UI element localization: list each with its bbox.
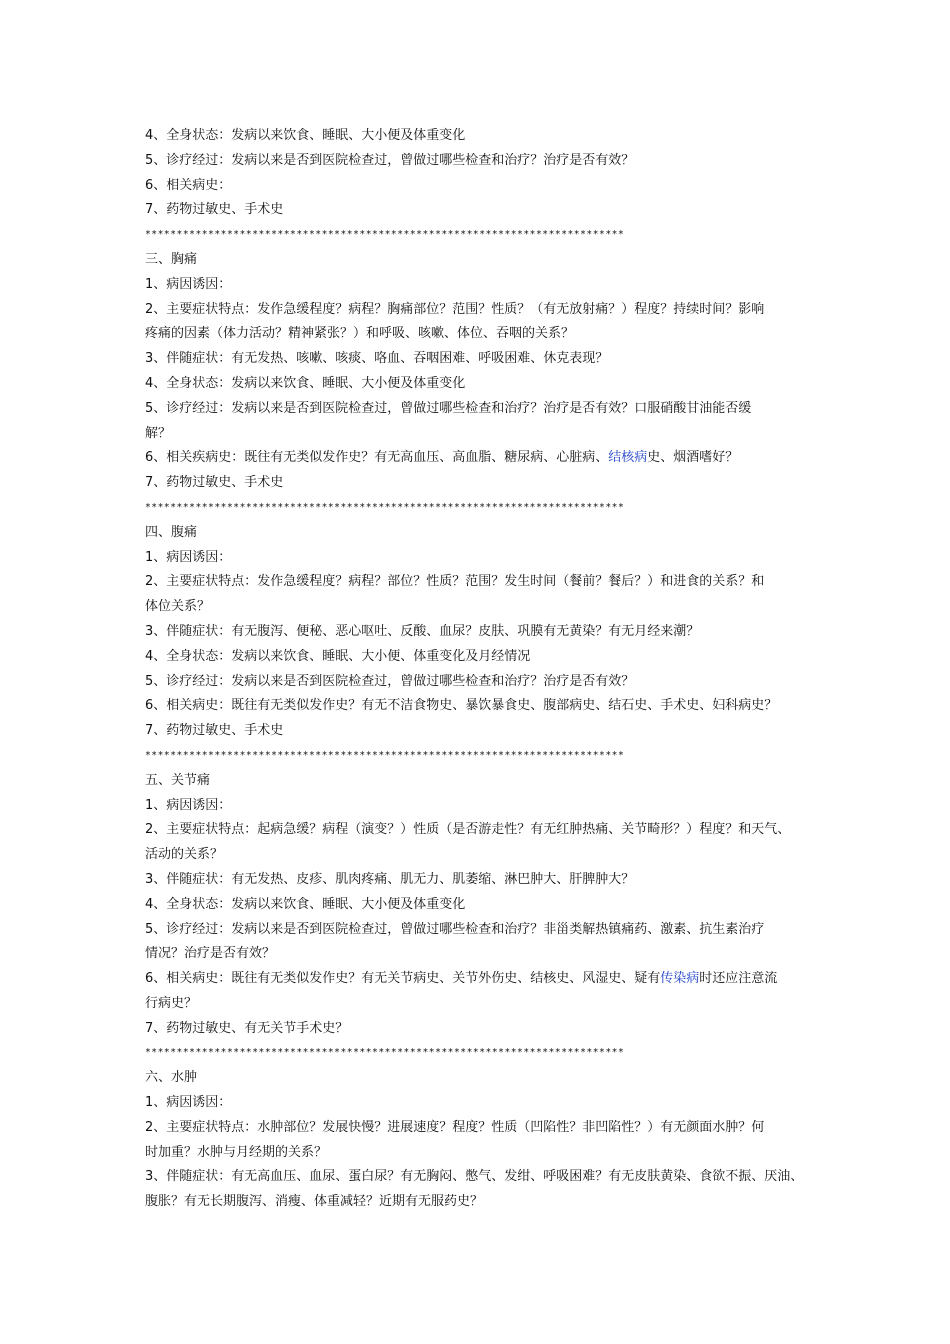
text-line: 7、药物过敏史、有无关节手术史？ [145, 1020, 349, 1036]
text-line: 5、诊疗经过：发病以来是否到医院检查过，曾做过哪些检查和治疗？非甾类解热镇痛药、激素、抗生素治疗 [145, 921, 765, 937]
text-line: 四、腹痛 [145, 524, 198, 540]
line-text-after: 史、烟酒嗜好？ [647, 450, 739, 466]
text-line: 7、药物过敏史、手术史 [145, 723, 284, 739]
text-line: 7、药物过敏史、手术史 [145, 202, 284, 218]
text-line: 行病史？ [145, 995, 198, 1011]
keyword-link[interactable]: 结核病 [608, 450, 648, 466]
text-line: 5、诊疗经过：发病以来是否到医院检查过，曾做过哪些检查和治疗？治疗是否有效？ [145, 673, 635, 689]
text-line: 3、伴随症状：有无高血压、血尿、蛋白尿？有无胸闷、憋气、发绀、呼吸困难？有无皮肤黄染、食欲不振、厌油、 [145, 1169, 804, 1185]
separator-line: **************************************************************************** [145, 1047, 625, 1059]
text-line [145, 446, 835, 471]
text-line: 4、全身状态：发病以来饮食、睡眠、大小便及体重变化 [145, 896, 466, 912]
text-line: 五、关节痛 [145, 772, 211, 788]
text-line: 2、主要症状特点：发作急缓程度？病程？部位？性质？范围？发生时间（餐前？餐后？）和进食的关系？和 [145, 574, 765, 590]
document-body [145, 124, 835, 1215]
text-line: 活动的关系？ [145, 847, 224, 863]
text-line: 5、诊疗经过：发病以来是否到医院检查过，曾做过哪些检查和治疗？治疗是否有效？ [145, 152, 635, 168]
text-line: 6、相关病史： [145, 177, 232, 193]
text-line: 4、全身状态：发病以来饮食、睡眠、大小便、体重变化及月经情况 [145, 648, 531, 664]
line-text-before: 6、相关疾病史：既往有无类似发作史？有无高血压、高血脂、糖尿病、心脏病、 [145, 450, 609, 466]
keyword-link[interactable]: 传染病 [660, 971, 700, 987]
text-line: 3、伴随症状：有无腹泻、便秘、恶心呕吐、反酸、血尿？皮肤、巩膜有无黄染？有无月经来潮？ [145, 623, 700, 639]
text-line: 1、病因诱因： [145, 549, 232, 565]
separator-line: **************************************************************************** [145, 501, 625, 513]
text-line: 情况？治疗是否有效？ [145, 946, 276, 962]
text-line: 6、相关病史：既往有无类似发作史？有无不洁食物史、暴饮暴食史、腹部病史、结石史、手术史、妇科病史？ [145, 698, 778, 714]
text-line: 1、病因诱因： [145, 1095, 232, 1111]
text-line: 2、主要症状特点：发作急缓程度？病程？胸痛部位？范围？性质？（有无放射痛？）程度？持续时间？影响 [145, 301, 765, 317]
text-line: 2、主要症状特点：水肿部位？发展快慢？进展速度？程度？性质（凹陷性？非凹陷性？）有无颜面水肿？何 [145, 1119, 765, 1135]
line-text-after: 时还应注意流 [699, 971, 778, 987]
text-line: 三、胸痛 [145, 251, 198, 267]
separator-line: **************************************************************************** [145, 749, 625, 761]
text-line: 4、全身状态：发病以来饮食、睡眠、大小便及体重变化 [145, 128, 466, 143]
text-line: 体位关系？ [145, 599, 211, 615]
text-line: 2、主要症状特点：起病急缓？病程（演变？）性质（是否游走性？有无红肿热痛、关节畸形？）程度？和天气、 [145, 822, 791, 838]
text-line: 腹胀？有无长期腹泻、消瘦、体重减轻？近期有无服药史？ [145, 1194, 484, 1210]
line-text-before: 6、相关病史：既往有无类似发作史？有无关节病史、关节外伤史、结核史、风湿史、疑有 [145, 971, 661, 987]
text-line: 1、病因诱因： [145, 276, 232, 292]
text-line: 疼痛的因素（体力活动？精神紧张？）和呼吸、咳嗽、体位、吞咽的关系？ [145, 326, 575, 342]
text-line: 7、药物过敏史、手术史 [145, 475, 284, 491]
text-line: 4、全身状态：发病以来饮食、睡眠、大小便及体重变化 [145, 375, 466, 391]
text-line: 3、伴随症状：有无发热、咳嗽、咳痰、咯血、吞咽困难、呼吸困难、休克表现？ [145, 351, 609, 367]
text-line [145, 967, 835, 992]
text-line: 解？ [145, 425, 172, 441]
text-line: 5、诊疗经过：发病以来是否到医院检查过，曾做过哪些检查和治疗？治疗是否有效？口服硝酸甘油能否缓 [145, 400, 752, 416]
separator-line: **************************************************************************** [145, 229, 625, 241]
text-line: 1、病因诱因： [145, 797, 232, 813]
text-line: 3、伴随症状：有无发热、皮疹、肌肉疼痛、肌无力、肌萎缩、淋巴肿大、肝脾肿大？ [145, 871, 635, 887]
text-line: 时加重？水肿与月经期的关系？ [145, 1144, 328, 1160]
text-line: 六、水肿 [145, 1070, 198, 1086]
